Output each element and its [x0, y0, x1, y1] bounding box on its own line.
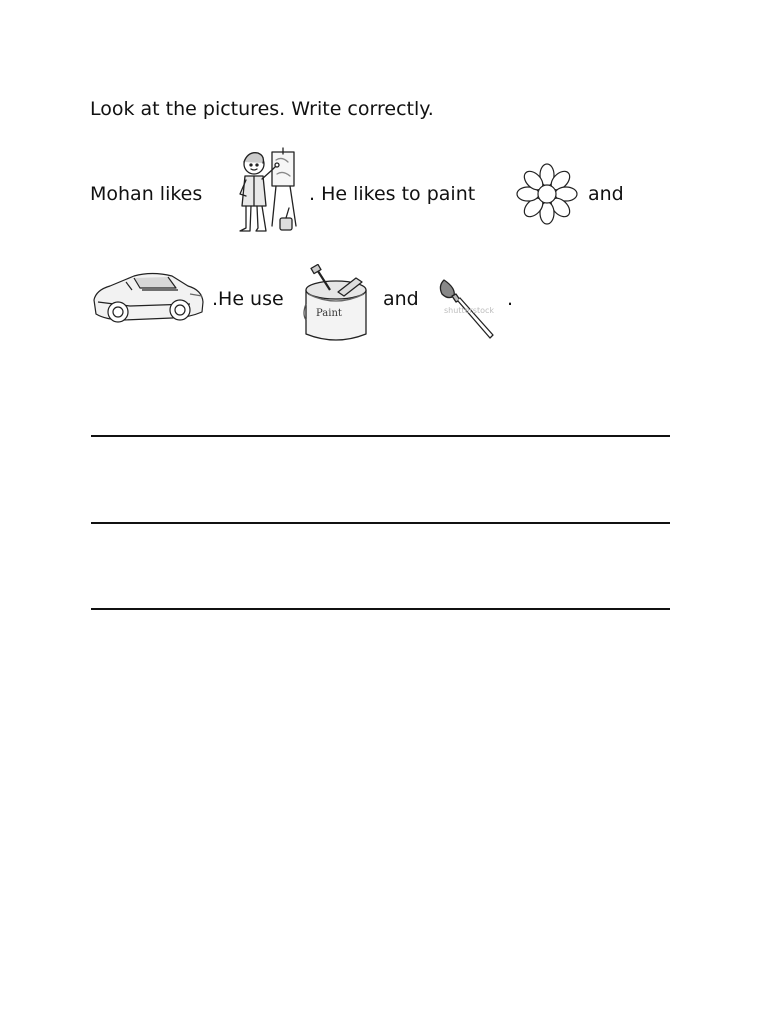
flower-icon	[515, 163, 579, 225]
sentence1-text-a: Mohan likes	[90, 183, 203, 205]
sentence2-text-c: .	[507, 288, 514, 310]
writing-line[interactable]	[91, 435, 670, 437]
paint-can-label: Paint	[316, 308, 342, 319]
sentence2-text-a: .He use	[212, 288, 284, 310]
instruction-text: Look at the pictures. Write correctly.	[90, 98, 434, 120]
paint-can-icon	[300, 264, 374, 344]
sentence1-text-b: . He likes to paint	[309, 183, 476, 205]
brush-watermark: shutterstock	[444, 306, 495, 315]
boy-painting-icon	[236, 146, 304, 238]
sentence1-text-c: and	[588, 183, 624, 205]
car-icon	[90, 266, 206, 330]
paintbrush-icon	[436, 276, 496, 342]
writing-line[interactable]	[91, 608, 670, 610]
sentence2-text-b: and	[383, 288, 419, 310]
writing-line[interactable]	[91, 522, 670, 524]
